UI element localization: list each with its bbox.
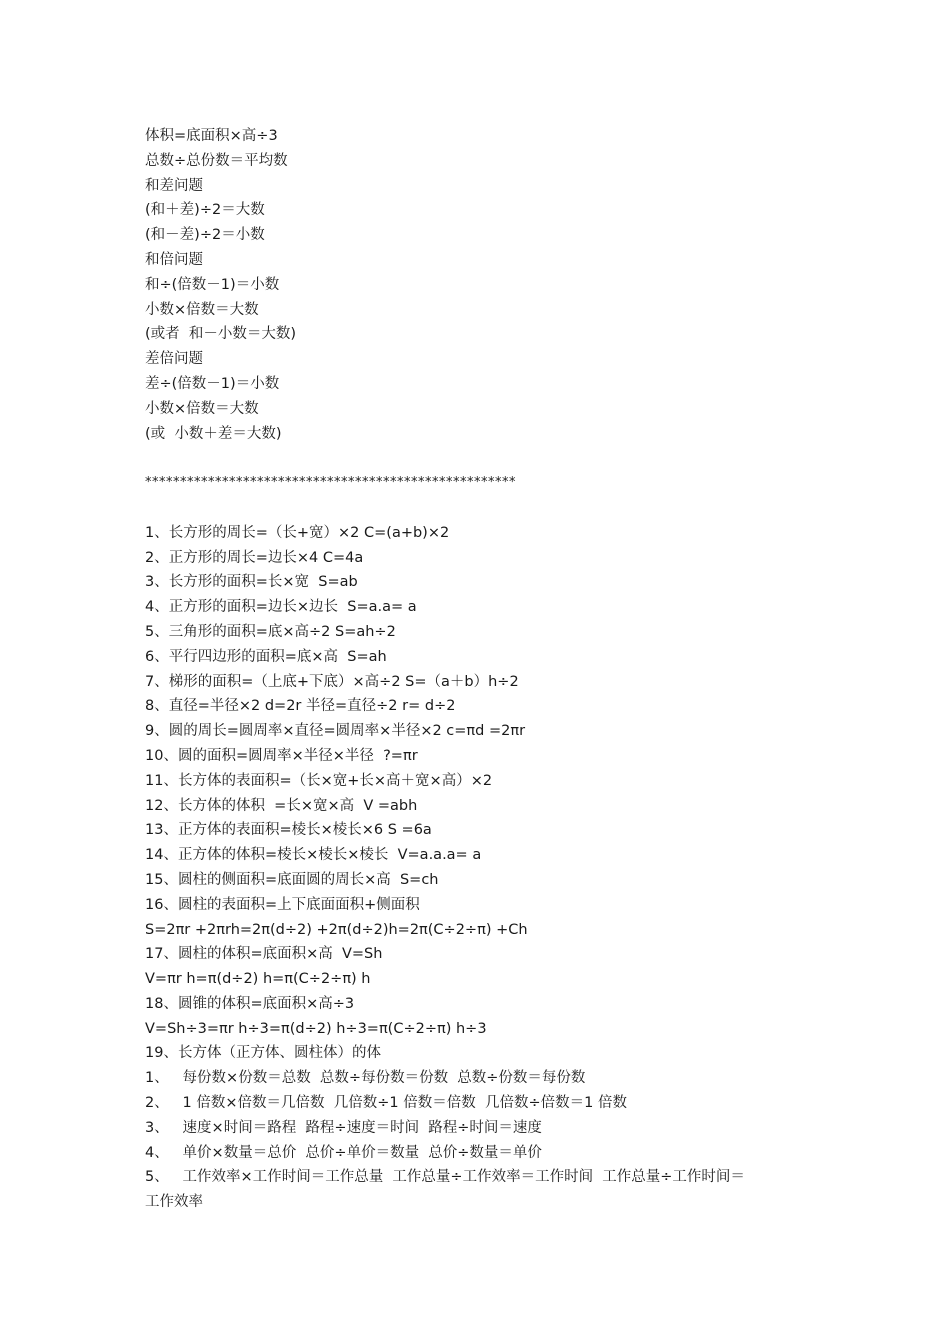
- formula-line: 9、圆的周长=圆周率×直径=圆周率×半径×2 c=πd =2πr: [145, 723, 526, 740]
- formula-line: 18、圆锥的体积=底面积×高÷3: [145, 995, 355, 1012]
- formula-line: 13、正方体的表面积=棱长×棱长×6 S =6a: [145, 822, 432, 839]
- formula-line: 15、圆柱的侧面积=底面圆的周长×高 S=ch: [145, 871, 439, 888]
- formula-line: 工作效率: [145, 1194, 203, 1211]
- section-heading: 差倍问题: [145, 351, 203, 368]
- formula-line: 16、圆柱的表面积=上下底面面积+侧面积: [145, 896, 420, 913]
- formula-line: 12、长方体的体积 =长×宽×高 V =abh: [145, 797, 418, 814]
- text-line: (和－差)÷2＝小数: [145, 227, 265, 244]
- formula-line: 4、 单价×数量＝总价 总价÷单价＝数量 总价÷数量＝单价: [145, 1144, 542, 1161]
- formula-line: 1、 每份数×份数＝总数 总数÷每份数＝份数 总数÷份数＝每份数: [145, 1070, 586, 1087]
- section-heading: 和倍问题: [145, 251, 203, 268]
- formula-line: 7、梯形的面积=（上底+下底）×高÷2 S=（a＋b）h÷2: [145, 673, 519, 690]
- formula-line: 1、长方形的周长=（长+宽）×2 C=(a+b)×2: [145, 524, 450, 541]
- text-line: (和＋差)÷2＝大数: [145, 202, 265, 219]
- formula-line: 8、直径=半径×2 d=2r 半径=直径÷2 r= d÷2: [145, 698, 456, 715]
- text-line: (或者 和－小数＝大数): [145, 326, 297, 343]
- formula-line: 17、圆柱的体积=底面积×高 V=Sh: [145, 946, 383, 963]
- formula-line: V=πr h=π(d÷2) h=π(C÷2÷π) h: [145, 971, 371, 988]
- text-line: 和÷(倍数－1)＝小数: [145, 276, 280, 293]
- formula-line: 3、长方形的面积=长×宽 S=ab: [145, 574, 358, 591]
- separator-line: *****************************************************: [145, 475, 516, 491]
- formula-line: 6、平行四边形的面积=底×高 S=ah: [145, 648, 387, 665]
- section-word-problems: [145, 124, 825, 446]
- formula-line: 19、长方体（正方体、圆柱体）的体: [145, 1045, 381, 1062]
- formula-line: 5、三角形的面积=底×高÷2 S=ah÷2: [145, 623, 396, 640]
- formula-line: 2、 1 倍数×倍数＝几倍数 几倍数÷1 倍数＝倍数 几倍数÷倍数＝1 倍数: [145, 1095, 627, 1112]
- formula-line: 10、圆的面积=圆周率×半径×半径 ?=πr: [145, 747, 418, 764]
- text-line: (或 小数＋差＝大数): [145, 425, 282, 442]
- text-line: 小数×倍数＝大数: [145, 400, 259, 417]
- formula-line: 14、正方体的体积=棱长×棱长×棱长 V=a.a.a= a: [145, 847, 482, 864]
- section-heading: 和差问题: [145, 177, 203, 194]
- formula-line: S=2πr +2πrh=2π(d÷2) +2π(d÷2)h=2π(C÷2÷π) +Ch: [145, 921, 528, 938]
- formula-line: 4、正方形的面积=边长×边长 S=a.a= a: [145, 599, 417, 616]
- formula-line: 11、长方体的表面积=（长×宽+长×高＋宽×高）×2: [145, 772, 493, 789]
- text-line: 差÷(倍数－1)＝小数: [145, 375, 280, 392]
- formula-line: 2、正方形的周长=边长×4 C=4a: [145, 549, 364, 566]
- document-page: [145, 124, 825, 1215]
- section-formulas: [145, 521, 825, 1215]
- formula-line: V=Sh÷3=πr h÷3=π(d÷2) h÷3=π(C÷2÷π) h÷3: [145, 1020, 487, 1037]
- formula-line: 3、 速度×时间＝路程 路程÷速度＝时间 路程÷时间＝速度: [145, 1119, 542, 1136]
- text-line: 小数×倍数＝大数: [145, 301, 259, 318]
- text-line: 总数÷总份数＝平均数: [145, 152, 288, 169]
- text-line: 体积=底面积×高÷3: [145, 128, 278, 144]
- formula-line: 5、 工作效率×工作时间＝工作总量 工作总量÷工作效率＝工作时间 工作总量÷工作时间＝: [145, 1169, 745, 1186]
